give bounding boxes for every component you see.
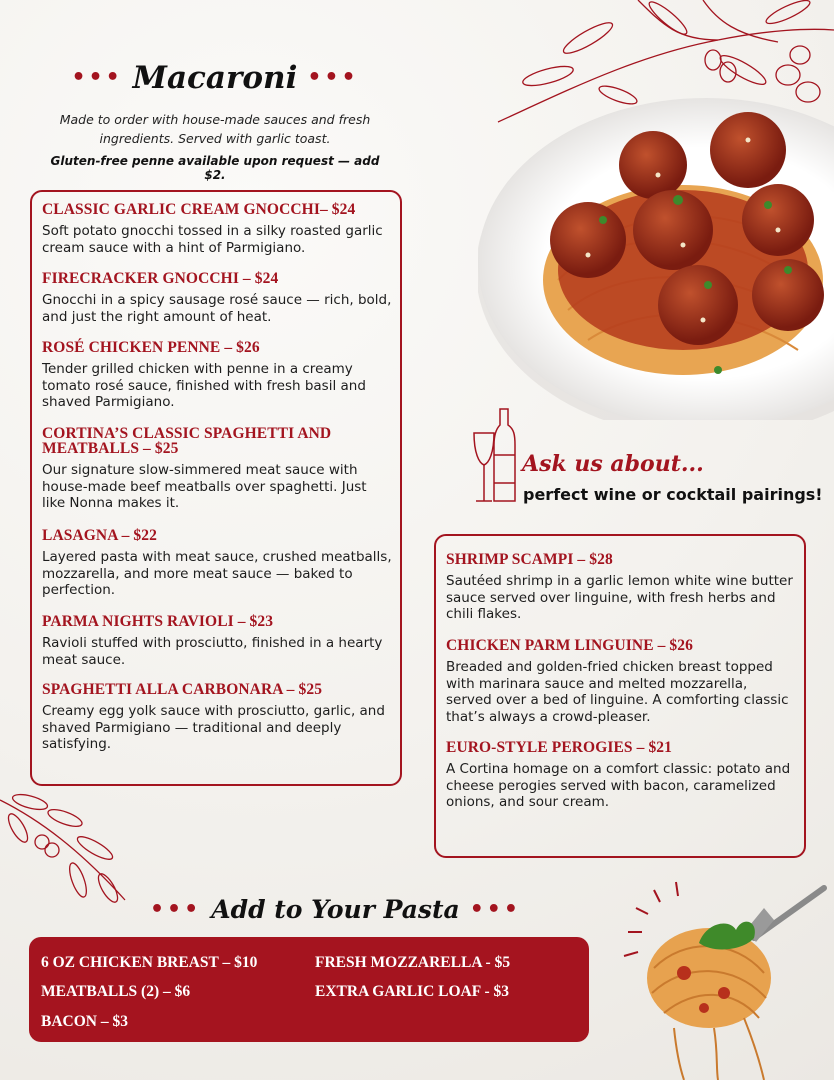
menu-title: Macaroni bbox=[132, 60, 298, 96]
title-dots-left: ••• bbox=[150, 896, 202, 922]
menu-item-name: SHRIMP SCAMPI – $28 bbox=[446, 551, 613, 568]
menu-item-desc: Tender grilled chicken with penne in a creamy tomato rosé sauce, finished with fresh basil and shaved Parmigiano. bbox=[42, 361, 366, 410]
menu-title-row bbox=[71, 60, 359, 96]
menu-item-desc: Our signature slow-simmered meat sauce with house-made beef meatballs over spaghetti. Just like Nonna makes it. bbox=[42, 462, 367, 511]
menu-item-name: SPAGHETTI ALLA CARBONARA – $25 bbox=[42, 681, 323, 698]
addon-item: BACON – $3 bbox=[41, 1013, 128, 1030]
menu-item-desc: A Cortina homage on a comfort classic: potato and cheese perogies served with bacon, caramelized onions, and sour cream. bbox=[446, 761, 791, 810]
menu-box-left bbox=[30, 190, 402, 786]
menu-item-desc: Gnocchi in a spicy sausage rosé sauce — rich, bold, and just the right amount of heat. bbox=[42, 292, 392, 325]
menu-item-name: LASAGNA – $22 bbox=[42, 527, 157, 544]
spaghetti-meatballs-photo bbox=[478, 80, 834, 420]
menu-item bbox=[42, 271, 392, 325]
menu-item-name: CLASSIC GARLIC CREAM GNOCCHI– $24 bbox=[42, 201, 356, 218]
menu-item bbox=[42, 340, 392, 411]
menu-item-name: ROSÉ CHICKEN PENNE – $26 bbox=[42, 339, 260, 356]
menu-item-name: PARMA NIGHTS RAVIOLI – $23 bbox=[42, 613, 274, 630]
wine-bottle-glass-icon bbox=[470, 405, 520, 505]
menu-item-name: EURO-STYLE PEROGIES – $21 bbox=[446, 739, 673, 756]
menu-item-name: FIRECRACKER GNOCCHI – $24 bbox=[42, 270, 279, 287]
addon-item: 6 OZ CHICKEN BREAST – $10 bbox=[41, 954, 258, 971]
title-dots-right: ••• bbox=[469, 896, 521, 922]
menu-item bbox=[446, 638, 796, 725]
menu-item-desc: Breaded and golden-fried chicken breast topped with marinara sauce and melted mozzarella, served over a bed of linguine. A comforting classic that’s always a crowd-pleaser. bbox=[446, 659, 789, 725]
menu-item bbox=[42, 682, 392, 753]
menu-box-right bbox=[434, 534, 806, 858]
menu-item bbox=[42, 614, 392, 668]
menu-item-desc: Creamy egg yolk sauce with prosciutto, garlic, and shaved Parmigiano — traditional and deeply satisfying. bbox=[42, 703, 385, 752]
menu-item-name: CHICKEN PARM LINGUINE – $26 bbox=[446, 637, 693, 654]
menu-item bbox=[446, 740, 796, 811]
menu-item-desc: Sautéed shrimp in a garlic lemon white wine butter sauce served over linguine, with fresh herbs and chili flakes. bbox=[446, 573, 793, 622]
addons-band bbox=[29, 937, 589, 1042]
addons-title-row bbox=[150, 895, 521, 924]
menu-item-desc: Layered pasta with meat sauce, crushed meatballs, mozzarella, and more meat sauce — baked to perfection. bbox=[42, 549, 392, 598]
ask-us-about bbox=[470, 405, 830, 505]
olive-branch-icon bbox=[0, 790, 135, 915]
menu-item-name: CORTINA’S CLASSIC SPAGHETTI AND MEATBALLS – $25 bbox=[42, 425, 332, 457]
ask-title: Ask us about... bbox=[522, 451, 704, 477]
addons-title: Add to Your Pasta bbox=[211, 895, 460, 924]
title-dots-right: ••• bbox=[307, 65, 359, 90]
menu-intro: Made to order with house-made sauces and fresh ingredients. Served with garlic toast. bbox=[59, 112, 371, 146]
addon-item: EXTRA GARLIC LOAF - $3 bbox=[315, 983, 510, 1000]
addon-item: FRESH MOZZARELLA - $5 bbox=[315, 954, 511, 971]
menu-item bbox=[42, 426, 392, 512]
menu-item bbox=[446, 552, 796, 623]
addon-item: MEATBALLS (2) – $6 bbox=[41, 983, 191, 1000]
title-dots-left: ••• bbox=[71, 65, 123, 90]
pasta-fork-icon bbox=[614, 868, 834, 1080]
menu-item bbox=[42, 528, 392, 599]
menu-item-desc: Ravioli stuffed with prosciutto, finished in a hearty meat sauce. bbox=[42, 635, 383, 668]
gluten-free-note: Gluten-free penne available upon request — add $2. bbox=[50, 154, 380, 182]
menu-item bbox=[42, 202, 392, 256]
menu-item-desc: Soft potato gnocchi tossed in a silky roasted garlic cream sauce with a hint of Parmigiano. bbox=[42, 223, 383, 256]
ask-subtitle: perfect wine or cocktail pairings! bbox=[523, 485, 823, 504]
